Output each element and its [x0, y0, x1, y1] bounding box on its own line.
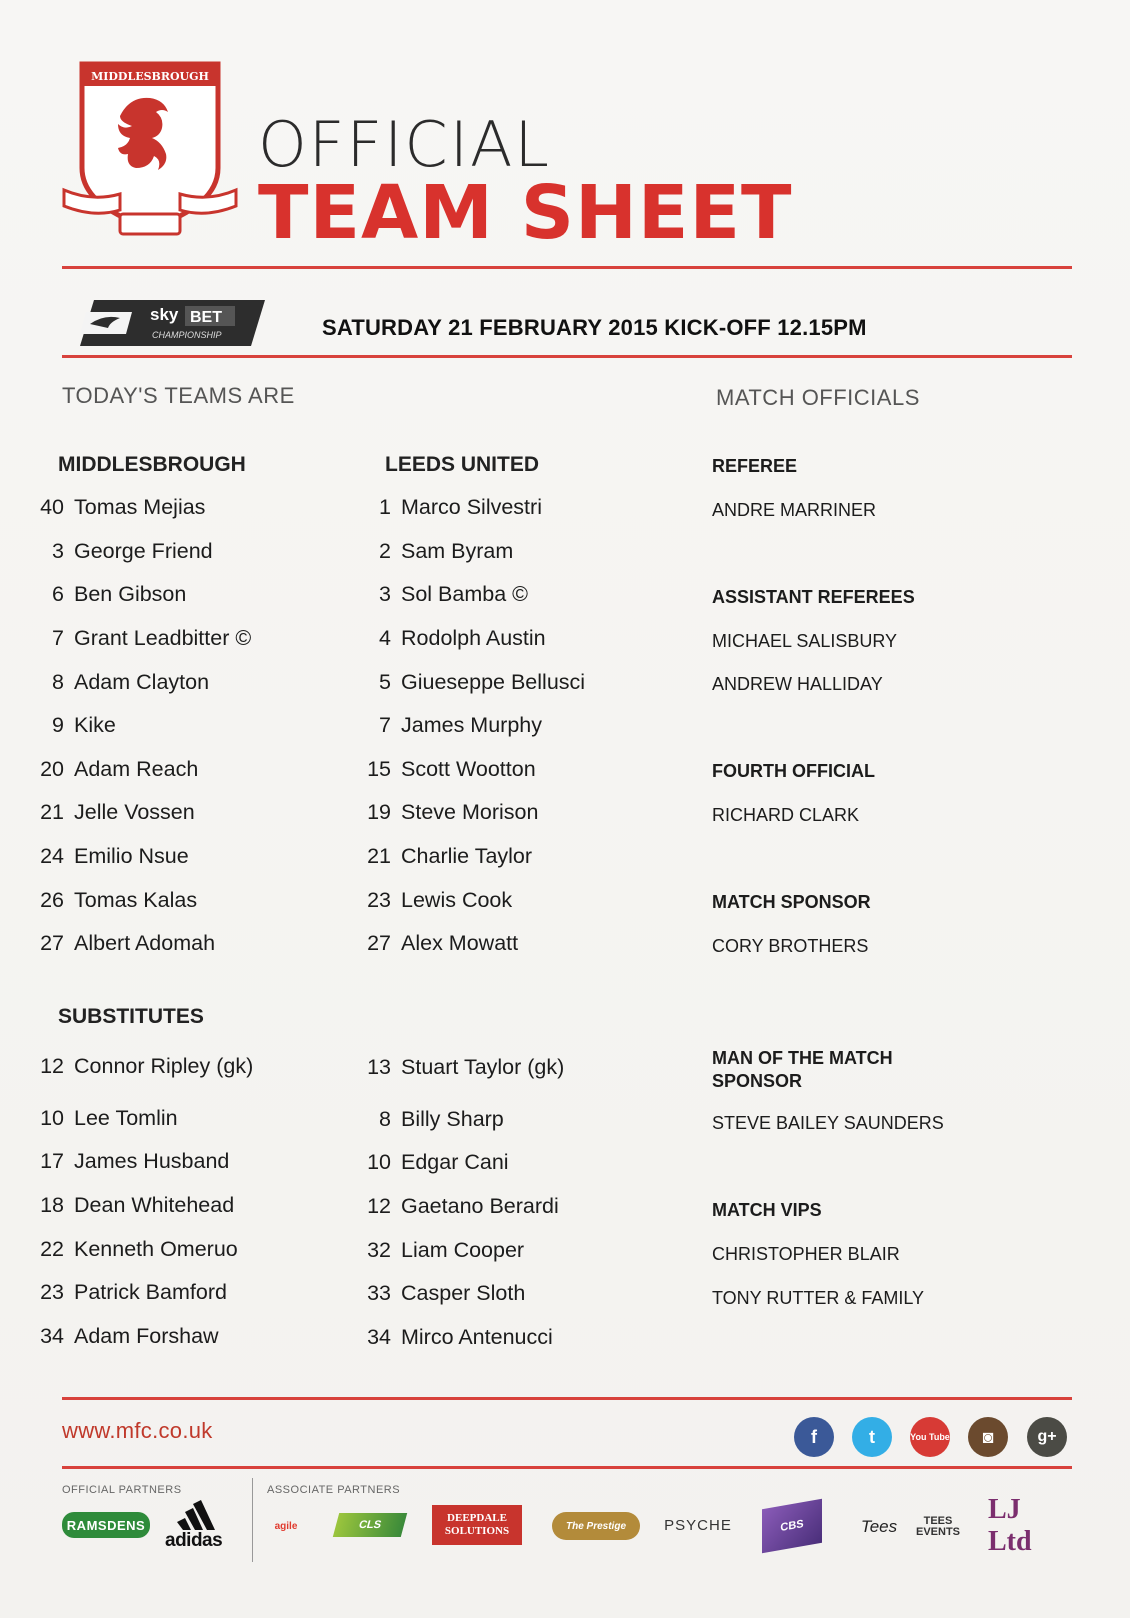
- sky-bet-championship-logo: [80, 298, 265, 348]
- assistant-referee-1: MICHAEL SALISBURY: [712, 631, 898, 651]
- player-row: 10 Edgar Cani: [367, 1150, 509, 1175]
- player-row: 21 Jelle Vossen: [40, 800, 195, 825]
- svg-text:BET: BET: [190, 309, 222, 326]
- header-divider: [62, 266, 1072, 269]
- match-sponsor-name: CORY BROTHERS: [712, 936, 869, 956]
- adidas-stripes-icon: [165, 1500, 240, 1530]
- website-link[interactable]: www.mfc.co.uk: [62, 1418, 213, 1443]
- away-team-name: LEEDS UNITED: [385, 453, 540, 476]
- footer-divider-top: [62, 1397, 1072, 1400]
- player-row: 6 Ben Gibson: [52, 582, 187, 607]
- teams-heading: TODAY'S TEAMS ARE: [62, 383, 295, 408]
- player-row: 34 Mirco Antenucci: [367, 1324, 553, 1349]
- player-row: 12 Gaetano Berardi: [367, 1194, 559, 1219]
- footer-divider-bottom: [62, 1466, 1072, 1469]
- match-info-divider: [62, 355, 1072, 358]
- player-row: 24 Emilio Nsue: [40, 844, 189, 869]
- adidas-logo: [165, 1500, 240, 1552]
- player-row: 40 Tomas Mejias: [40, 495, 206, 520]
- youtube-icon[interactable]: You Tube: [910, 1417, 950, 1457]
- player-row: 1 Marco Silvestri: [379, 495, 542, 520]
- player-row: 27 Albert Adomah: [40, 931, 216, 956]
- svg-text:sky: sky: [150, 305, 179, 324]
- home-starters-list: [10, 486, 340, 966]
- title-official: OFFICIAL: [258, 108, 551, 181]
- referee-label: REFEREE: [712, 456, 798, 476]
- tees-events-logo: TEES EVENTS: [915, 1515, 960, 1538]
- player-row: 19 Steve Morison: [367, 800, 539, 825]
- player-row: 10 Lee Tomlin: [40, 1105, 178, 1130]
- home-team-name: MIDDLESBROUGH: [58, 453, 246, 476]
- motm-sponsor-label-line1: MAN OF THE MATCH: [712, 1048, 893, 1068]
- fourth-official-label: FOURTH OFFICIAL: [712, 761, 875, 781]
- match-vips-label: MATCH VIPS: [712, 1200, 822, 1220]
- agile-logo: agile: [274, 1520, 298, 1532]
- tees-infrastructure-logo: Tees: [860, 1517, 898, 1536]
- twitter-icon[interactable]: t: [852, 1417, 892, 1457]
- facebook-icon[interactable]: f: [794, 1417, 834, 1457]
- referee-name: ANDRE MARRINER: [712, 500, 877, 520]
- player-row: 21 Charlie Taylor: [367, 844, 533, 869]
- away-starters-list: [337, 486, 667, 966]
- player-row: 3 Sol Bamba ©: [379, 582, 528, 607]
- player-row: 23 Patrick Bamford: [40, 1280, 227, 1305]
- partners-divider: [252, 1478, 253, 1562]
- match-date-kickoff: SATURDAY 21 FEBRUARY 2015 KICK-OFF 12.15PM: [322, 315, 867, 340]
- motm-sponsor-name: STEVE BAILEY SAUNDERS: [712, 1113, 944, 1133]
- player-row: 15 Scott Wootton: [367, 756, 536, 781]
- match-vip-2: TONY RUTTER & FAMILY: [712, 1288, 925, 1308]
- substitutes-heading: SUBSTITUTES: [58, 1005, 204, 1028]
- match-vip-1: CHRISTOPHER BLAIR: [712, 1244, 900, 1264]
- player-row: 5 Giueseppe Bellusci: [379, 669, 586, 694]
- fourth-official-name: RICHARD CLARK: [712, 805, 860, 825]
- player-row: 17 James Husband: [40, 1149, 230, 1174]
- adidas-wordmark: adidas: [165, 1530, 223, 1551]
- motm-sponsor-label-line2: SPONSOR: [712, 1071, 803, 1091]
- googleplus-icon[interactable]: g+: [1027, 1417, 1067, 1457]
- player-row: 2 Sam Byram: [379, 538, 514, 563]
- middlesbrough-crest-logo: [60, 56, 240, 246]
- assistant-referees-label: ASSISTANT REFEREES: [712, 587, 915, 607]
- lj-ltd-logo: LJ Ltd: [988, 1494, 1032, 1557]
- assistant-referee-2: ANDREW HALLIDAY: [712, 674, 883, 694]
- player-row: 7 James Murphy: [379, 713, 542, 738]
- player-row: 26 Tomas Kalas: [40, 887, 198, 912]
- player-row: 12 Connor Ripley (gk): [40, 1054, 254, 1079]
- player-row: 18 Dean Whitehead: [40, 1193, 235, 1218]
- player-row: 8 Adam Clayton: [52, 669, 210, 694]
- away-subs-list: [337, 1046, 667, 1359]
- player-row: 20 Adam Reach: [40, 756, 199, 781]
- cbs-logo: CBS: [762, 1499, 822, 1554]
- home-subs-list: [10, 1045, 340, 1358]
- ramsdens-logo: RAMSDENS: [62, 1512, 150, 1538]
- player-row: 32 Liam Cooper: [367, 1237, 525, 1262]
- player-row: 8 Billy Sharp: [379, 1106, 504, 1131]
- player-row: 27 Alex Mowatt: [367, 931, 519, 956]
- player-row: 13 Stuart Taylor (gk): [367, 1055, 565, 1080]
- svg-text:CHAMPIONSHIP: CHAMPIONSHIP: [152, 330, 222, 340]
- player-row: 23 Lewis Cook: [367, 887, 513, 912]
- player-row: 22 Kenneth Omeruo: [40, 1236, 238, 1261]
- player-row: 34 Adam Forshaw: [40, 1323, 219, 1348]
- player-row: 4 Rodolph Austin: [379, 626, 546, 651]
- cls-logo: CLS: [333, 1513, 407, 1537]
- associate-partners-label: ASSOCIATE PARTNERS: [267, 1484, 401, 1496]
- deepdale-solutions-logo: DEEPDALE SOLUTIONS: [432, 1505, 522, 1545]
- player-row: 7 Grant Leadbitter ©: [52, 626, 252, 651]
- officials-heading: MATCH OFFICIALS: [716, 385, 920, 410]
- player-row: 9 Kike: [52, 713, 116, 738]
- player-row: 33 Casper Sloth: [367, 1281, 526, 1306]
- match-sponsor-label: MATCH SPONSOR: [712, 892, 871, 912]
- psyche-logo: PSYCHE: [664, 1516, 732, 1534]
- official-partners-label: OFFICIAL PARTNERS: [62, 1484, 182, 1496]
- the-prestige-logo: The Prestige: [552, 1512, 640, 1540]
- player-row: 3 George Friend: [52, 538, 213, 563]
- title-team-sheet: TEAM SHEET: [258, 170, 793, 256]
- instagram-icon[interactable]: ◙: [968, 1417, 1008, 1457]
- svg-text:MIDDLESBROUGH: MIDDLESBROUGH: [91, 70, 209, 83]
